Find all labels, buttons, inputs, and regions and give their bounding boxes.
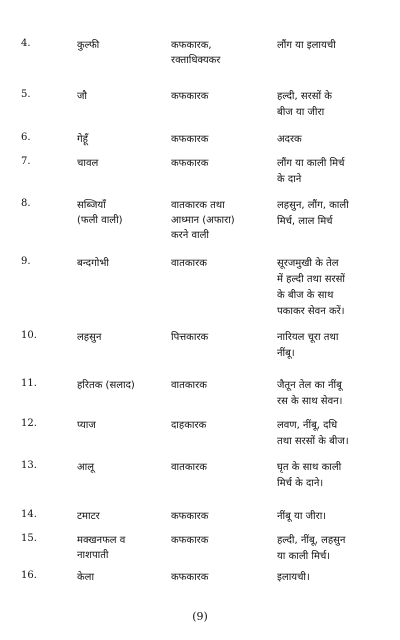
food-effect-line: वातकारक — [171, 258, 207, 269]
food-name-line: चावल — [77, 158, 99, 169]
food-name-line: जौ — [77, 91, 88, 102]
food-effect — [171, 256, 269, 271]
row-number: 7. — [21, 156, 31, 167]
food-name — [77, 378, 167, 393]
row-number: 6. — [21, 132, 31, 143]
food-effect — [171, 38, 269, 68]
food-name-line: टमाटर — [77, 511, 100, 522]
row-number: 9. — [21, 256, 31, 267]
row-number: 10. — [21, 330, 37, 341]
remedy-text — [277, 418, 392, 450]
remedy-text-line: हल्दी, सरसों के — [277, 91, 332, 102]
food-effect — [171, 330, 269, 345]
remedy-text-line: लवण, नींबू, दधि — [277, 420, 338, 431]
food-name-line: कुल्फी — [77, 40, 100, 51]
remedy-text — [277, 378, 392, 410]
row-number: 11. — [21, 378, 37, 389]
remedy-text — [277, 460, 392, 492]
food-name-line: नाशपाती — [77, 550, 109, 561]
food-name-line: हरितक (सलाद) — [77, 380, 135, 391]
remedy-text — [277, 89, 392, 121]
food-effect — [171, 89, 269, 104]
remedy-text — [277, 156, 392, 188]
remedy-text-line: के बीज के साथ — [277, 290, 334, 301]
remedy-text-line: बीज या जीरा — [277, 107, 325, 118]
remedy-text-line: नींबू। — [277, 348, 295, 359]
food-effect — [171, 378, 269, 393]
food-effect — [171, 533, 269, 548]
remedy-text-line: मिर्च, लाल मिर्च — [277, 216, 333, 227]
remedy-text-line: नींबू या जीरा। — [277, 511, 327, 522]
remedy-text — [277, 570, 392, 586]
row-number: 16. — [21, 570, 37, 581]
food-effect-line: पित्तकारक — [171, 332, 209, 343]
food-effect — [171, 156, 269, 171]
food-effect-line: करने वाली — [171, 230, 210, 241]
food-name — [77, 38, 167, 53]
food-name-line: प्याज — [77, 420, 96, 431]
remedy-text-line: सूरजमुखी के तेल — [277, 258, 339, 269]
food-effect — [171, 198, 269, 243]
remedy-text-line: इलायची। — [277, 572, 310, 583]
food-effect-line: कफकारक — [171, 535, 209, 546]
food-name-line: (फली वाली) — [77, 215, 123, 226]
food-effect-line: दाहकारक — [171, 420, 207, 431]
remedy-text — [277, 198, 392, 230]
remedy-text — [277, 533, 392, 565]
food-effect-line: वातकारक — [171, 462, 207, 473]
food-effect — [171, 418, 269, 433]
food-effect-line: वातकारक — [171, 380, 207, 391]
food-name-line: सब्जियाँ — [77, 200, 106, 211]
food-name — [77, 132, 167, 147]
food-effect-line: वातकारक तथा — [171, 200, 225, 211]
remedy-text — [277, 509, 392, 525]
food-effect-line: कफकारक, — [171, 40, 212, 51]
remedy-text-line: रस के साथ सेवन। — [277, 396, 343, 407]
food-effect — [171, 460, 269, 475]
food-name — [77, 156, 167, 171]
remedy-text-line: पकाकर सेवन करें। — [277, 306, 345, 317]
remedy-text-line: लहसुन, लौंग, काली — [277, 200, 349, 211]
remedy-text-line: लौंग या इलायची — [277, 40, 336, 51]
food-name-line: आलू — [77, 462, 94, 473]
remedy-text — [277, 132, 392, 148]
remedy-text-line: अदरक — [277, 134, 302, 145]
remedy-text-line: मिर्च के दाने। — [277, 478, 324, 489]
food-name — [77, 460, 167, 475]
food-effect — [171, 509, 269, 524]
remedy-text — [277, 38, 392, 54]
food-name — [77, 330, 167, 345]
remedy-text-line: हल्दी, नींबू, लहसुन — [277, 535, 346, 546]
food-name — [77, 533, 167, 563]
food-name — [77, 198, 167, 228]
remedy-text-line: घृत के साथ काली — [277, 462, 342, 473]
remedy-text-line: या काली मिर्च। — [277, 551, 331, 562]
row-number: 5. — [21, 89, 31, 100]
food-name — [77, 256, 167, 271]
food-name-line: गेहूँ — [77, 134, 88, 145]
remedy-text — [277, 330, 392, 362]
remedy-text-line: तथा सरसों के बीज। — [277, 436, 349, 447]
food-effect-line: रक्ताधिक्यकर — [171, 55, 221, 66]
food-effect-line: कफकारक — [171, 158, 209, 169]
food-name-line: केला — [77, 572, 95, 583]
row-number: 13. — [21, 460, 37, 471]
food-effect-line: आध्मान (अफारा) — [171, 215, 235, 226]
food-effect-line: कफकारक — [171, 572, 209, 583]
food-effect — [171, 132, 269, 147]
row-number: 12. — [21, 418, 37, 429]
page-number: (9) — [192, 610, 208, 623]
food-name — [77, 509, 167, 524]
remedy-text-line: लौंग या काली मिर्च — [277, 158, 345, 169]
remedy-text-line: के दाने — [277, 174, 302, 185]
food-effect-line: कफकारक — [171, 134, 209, 145]
food-effect-line: कफकारक — [171, 511, 209, 522]
remedy-text — [277, 256, 392, 320]
row-number: 15. — [21, 533, 37, 544]
remedy-text-line: जैतून तेल का नींबू — [277, 380, 342, 391]
row-number: 14. — [21, 509, 37, 520]
food-name-line: मक्खनफल व — [77, 535, 126, 546]
row-number: 4. — [21, 38, 31, 49]
remedy-text-line: नारियल चूरा तथा — [277, 332, 339, 343]
food-name — [77, 89, 167, 104]
food-effect — [171, 570, 269, 585]
food-name — [77, 570, 167, 585]
remedy-text-line: में हल्दी तथा सरसों — [277, 274, 345, 285]
food-effect-line: कफकारक — [171, 91, 209, 102]
row-number: 8. — [21, 198, 31, 209]
food-name — [77, 418, 167, 433]
food-name-line: लहसुन — [77, 332, 102, 343]
food-name-line: बन्दगोभी — [77, 258, 109, 269]
